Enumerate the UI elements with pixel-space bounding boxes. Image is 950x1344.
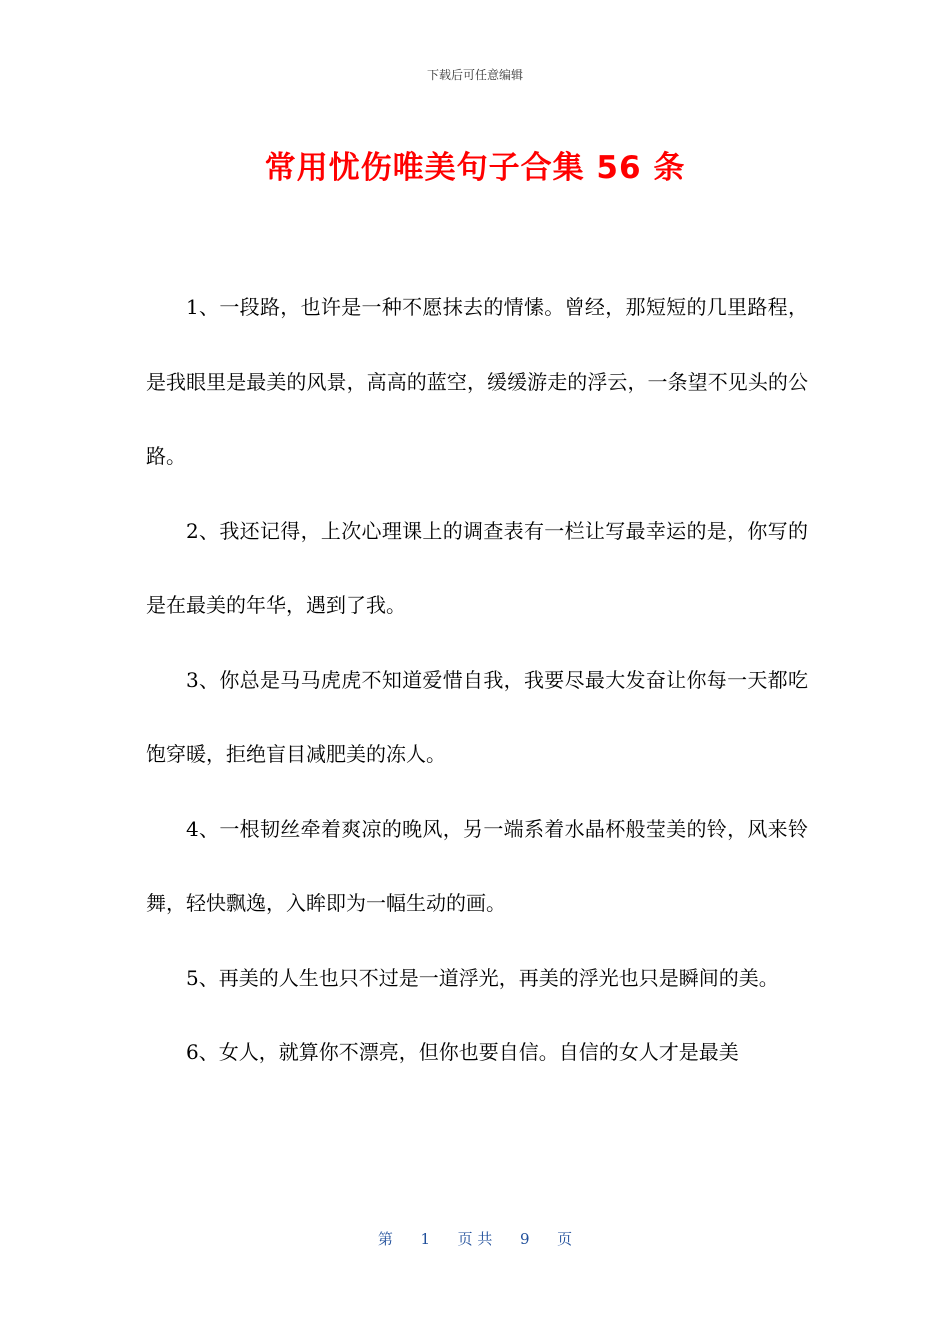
document-body	[146, 270, 808, 1090]
footer-total-pages: 9	[519, 1230, 530, 1248]
paragraph-1: 1、一段路，也许是一种不愿抹去的情愫。曾经，那短短的几里路程，是我眼里是最美的风景，高高的蓝空，缓缓游走的浮云，一条望不见头的公路。	[146, 295, 808, 468]
paragraph-5: 5、再美的人生也只不过是一道浮光，再美的浮光也只是瞬间的美。	[186, 965, 779, 990]
paragraph-2: 2、我还记得，上次心理课上的调查表有一栏让写最幸运的是，你写的是在最美的年华，遇到了我。	[146, 518, 808, 617]
paragraph-6: 6、女人，就算你不漂亮，但你也要自信。自信的女人才是最美	[186, 1040, 739, 1064]
header-note: 下载后可任意编辑	[426, 68, 523, 82]
footer-label-of: 页 共	[457, 1230, 493, 1248]
footer-label-page: 第	[377, 1230, 393, 1248]
paragraph-4: 4、一根韧丝牵着爽凉的晚风，另一端系着水晶杯般莹美的铃，风来铃舞，轻快飘逸，入眸即为一幅生动的画。	[146, 816, 808, 915]
page-footer	[0, 1228, 950, 1249]
paragraph-3: 3、你总是马马虎虎不知道爱惜自我，我要尽最大发奋让你每一天都吃饱穿暖，拒绝盲目减肥美的冻人。	[146, 667, 808, 766]
footer-current-page: 1	[420, 1230, 431, 1248]
document-title: 常用忧伤唯美句子合集 56 条	[264, 150, 686, 186]
footer-label-pages: 页	[557, 1230, 573, 1248]
